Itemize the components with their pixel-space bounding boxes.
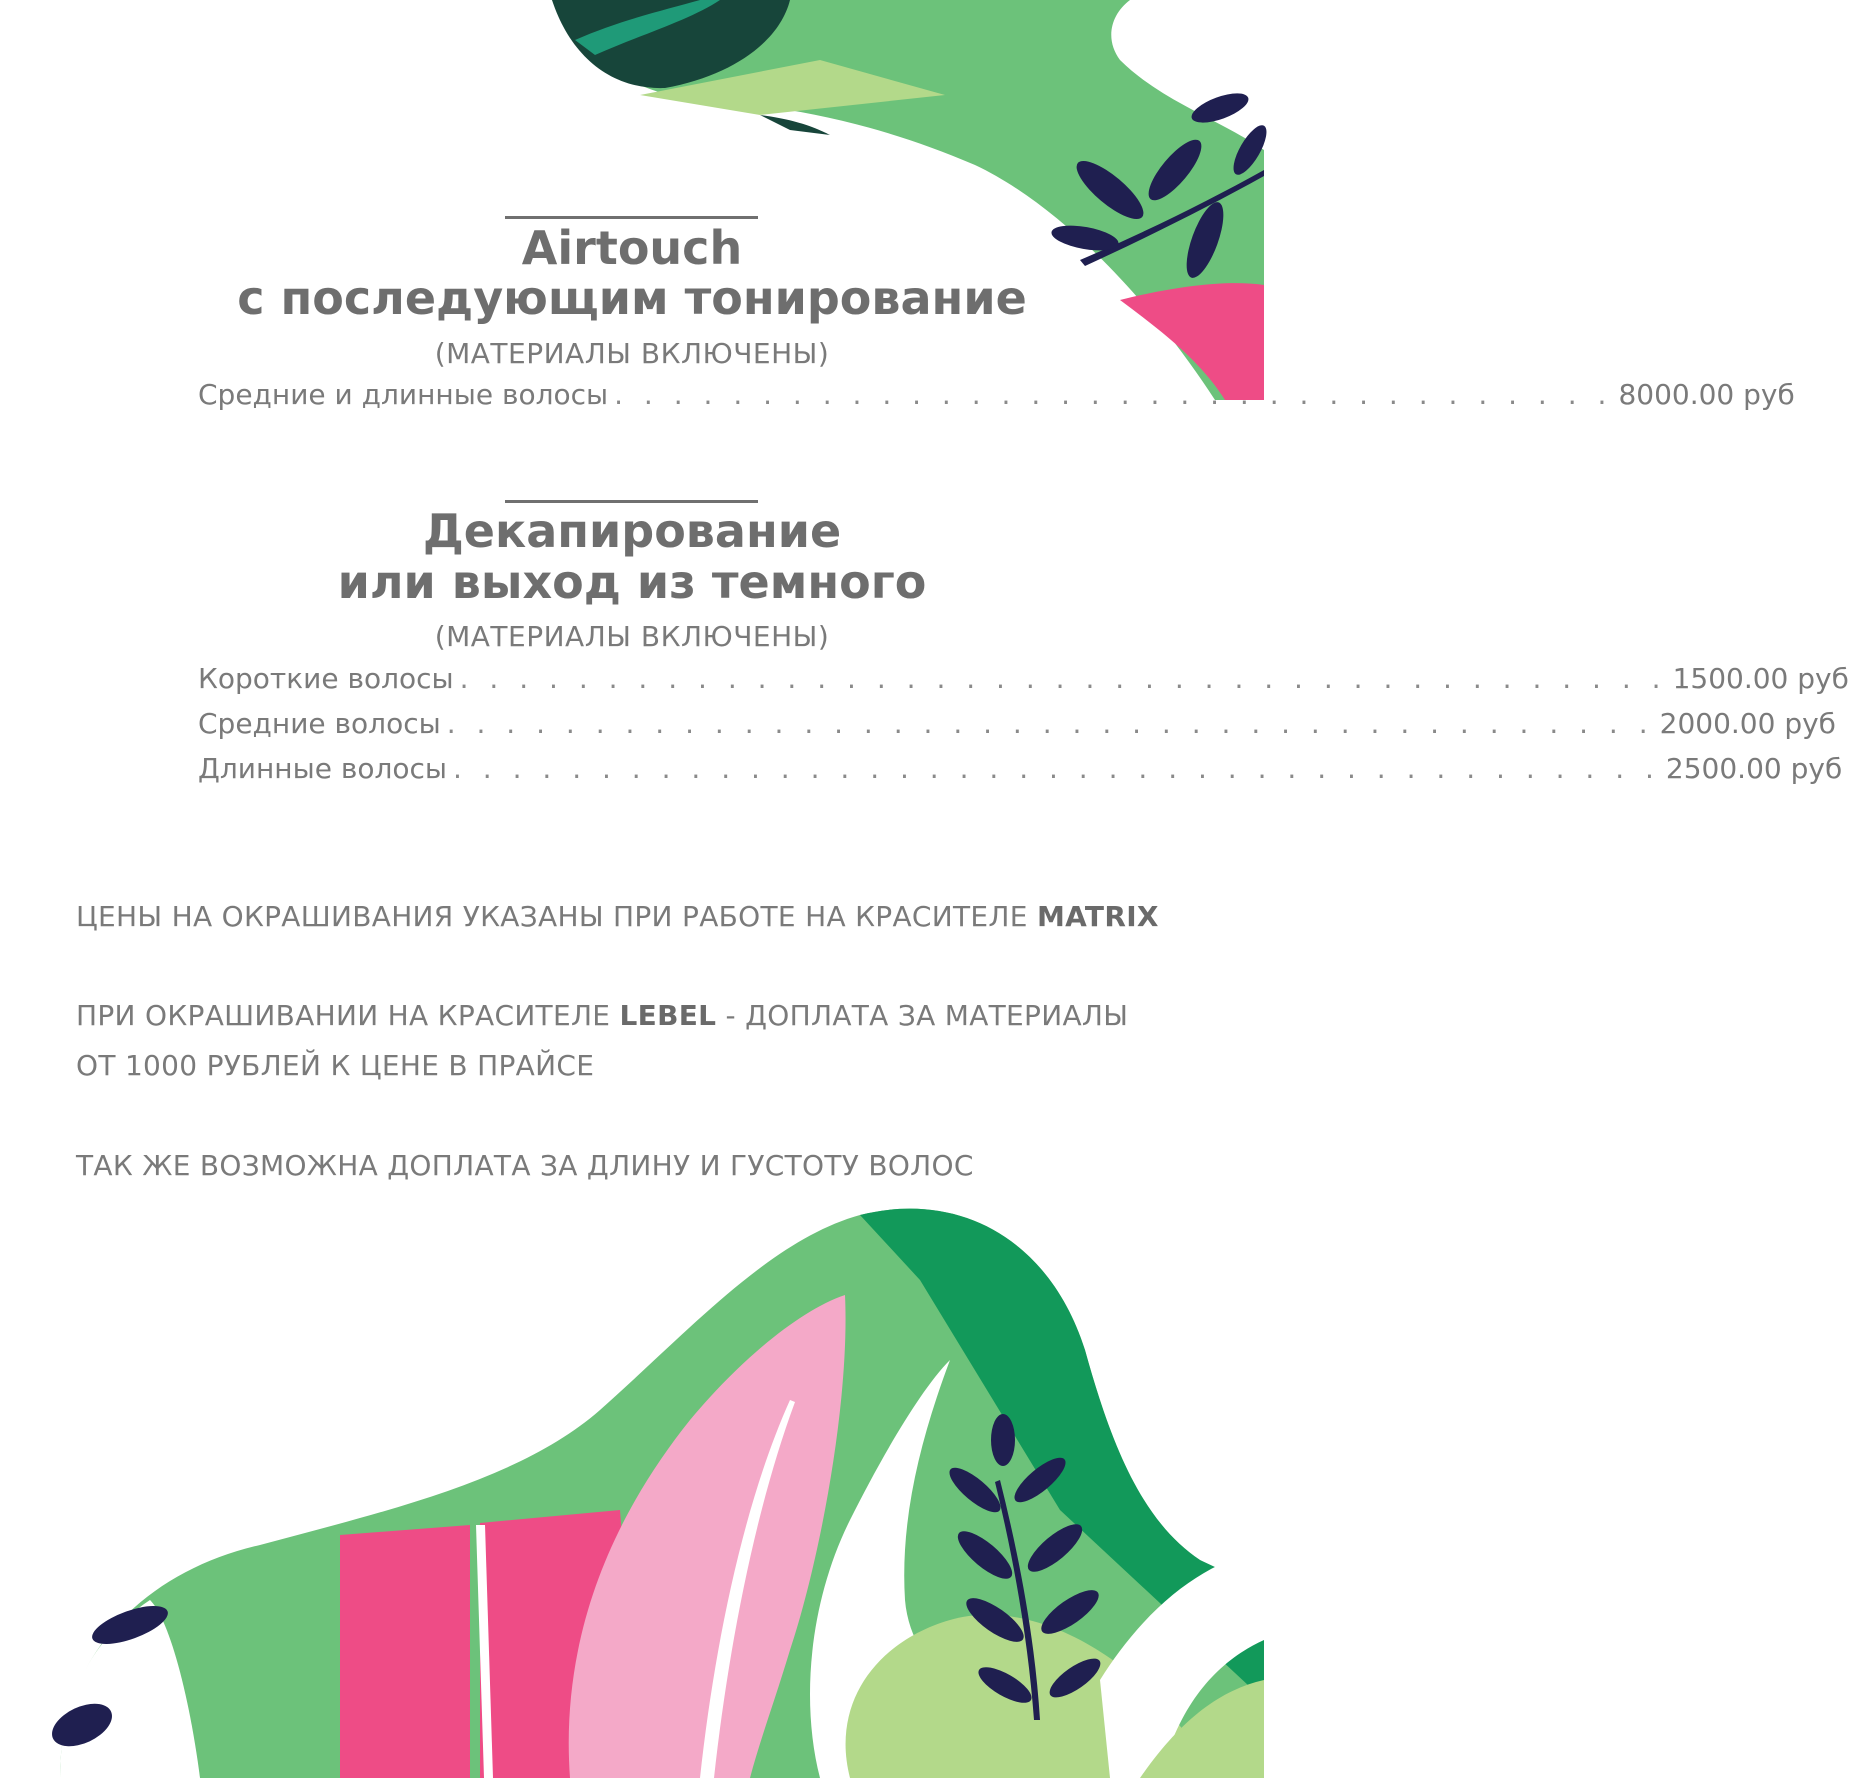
- section1-price-row: [198, 378, 1795, 418]
- note2-text-b: - ДОПЛАТА ЗА МАТЕРИАЛЫ: [716, 999, 1129, 1032]
- price-leader-dots: . . . . . . . . . . . . . . . . . . . . . . . . . . . . . . . . . . . . . . . . .: [452, 752, 1660, 785]
- section2-price-row-short: [198, 662, 1849, 702]
- price-value: 2500.00 руб: [1665, 752, 1843, 785]
- section2-price-row-long: [198, 752, 1843, 792]
- note1-brand: MATRIX: [1036, 900, 1159, 933]
- section1-subtitle: (МАТЕРИАЛЫ ВКЛЮЧЕНЫ): [434, 337, 830, 370]
- note-length-density: [76, 1141, 1236, 1191]
- price-leader-dots: . . . . . . . . . . . . . . . . . . . . . . . . . . . . . . . . . . . . . . . . .: [446, 707, 1654, 740]
- price-label: Короткие волосы: [198, 662, 454, 695]
- section2-title-line2: или выход из темного: [337, 555, 927, 609]
- price-value: 1500.00 руб: [1672, 662, 1849, 695]
- price-leader-dots: . . . . . . . . . . . . . . . . . . . . . . . . . . . . . . . . . . . . . . . . .: [459, 662, 1667, 695]
- note3-text: ТАК ЖЕ ВОЗМОЖНА ДОПЛАТА ЗА ДЛИНУ И ГУСТОТУ ВОЛОС: [76, 1149, 974, 1182]
- note2-line2: ОТ 1000 РУБЛЕЙ К ЦЕНЕ В ПРАЙСЕ: [76, 1049, 595, 1082]
- section1-title-line2: с последующим тонирование: [237, 271, 1027, 325]
- price-value: 2000.00 руб: [1659, 707, 1836, 740]
- note-lebel: [76, 991, 1236, 1091]
- section2-subtitle: (МАТЕРИАЛЫ ВКЛЮЧЕНЫ): [434, 620, 830, 653]
- section1-title-line1: Airtouch: [521, 221, 743, 275]
- section2-price-row-medium: [198, 707, 1836, 747]
- section2-divider: [505, 500, 758, 503]
- note2-text-a: ПРИ ОКРАШИВАНИИ НА КРАСИТЕЛЕ: [76, 999, 620, 1032]
- price-label: Средние и длинные волосы: [198, 378, 609, 411]
- note1-text: ЦЕНЫ НА ОКРАШИВАНИЯ УКАЗАНЫ ПРИ РАБОТЕ НА КРАСИТЕЛЕ: [76, 900, 1037, 933]
- section1-divider: [505, 216, 758, 219]
- price-leader-dots: . . . . . . . . . . . . . . . . . . . . . . . . . . . . . . . . . .: [614, 378, 1613, 411]
- note-matrix: [76, 892, 1236, 942]
- price-label: Средние волосы: [198, 707, 441, 740]
- note2-brand: LEBEL: [619, 999, 717, 1032]
- price-label: Длинные волосы: [198, 752, 447, 785]
- price-value: 8000.00 руб: [1618, 378, 1795, 411]
- section2-title-line1: Декапирование: [422, 504, 842, 558]
